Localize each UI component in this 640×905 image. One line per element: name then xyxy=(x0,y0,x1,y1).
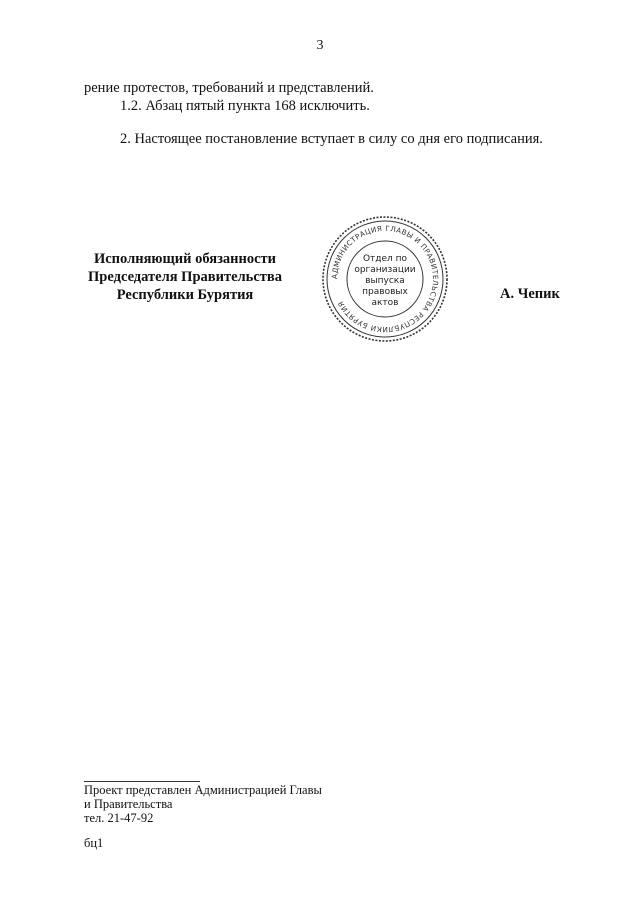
stamp-seal-icon xyxy=(320,214,450,344)
page-number: 3 xyxy=(316,38,324,53)
footer-line: и Правительства xyxy=(84,797,173,811)
stamp-center-line: выпуска xyxy=(365,276,405,286)
stamp-ring-text: АДМИНИСТРАЦИЯ ГЛАВЫ И ПРАВИТЕЛЬСТВА РЕСПУБЛИКИ БУРЯТИЯ xyxy=(329,223,441,335)
signer-name: А. Чепик xyxy=(500,286,560,302)
signer-position-line: Республики Бурятия xyxy=(116,287,254,303)
stamp-center-line: актов xyxy=(371,298,399,308)
body-paragraph-item-1-2: 1.2. Абзац пятый пункта 168 исключить. xyxy=(120,98,370,114)
official-stamp xyxy=(320,214,450,344)
signer-position xyxy=(70,250,300,304)
body-paragraph-continuation: рение протестов, требований и представлений. xyxy=(84,80,374,96)
signer-position-line: Председателя Правительства xyxy=(88,269,282,285)
stamp-center-line: правовых xyxy=(362,287,408,297)
signer-position-line: Исполняющий обязанности xyxy=(93,251,277,267)
body-paragraph-item-2: 2. Настоящее постановление вступает в силу со дня его подписания. xyxy=(120,131,543,147)
footer-divider xyxy=(84,781,200,782)
footer-line: Проект представлен Администрацией Главы xyxy=(84,783,322,797)
footer-code: бц1 xyxy=(84,836,104,850)
stamp-center-line: организации xyxy=(354,265,416,275)
footer-phone: тел. 21-47-92 xyxy=(84,811,154,825)
footer-note xyxy=(84,783,322,825)
stamp-center-line: Отдел по xyxy=(362,254,408,264)
